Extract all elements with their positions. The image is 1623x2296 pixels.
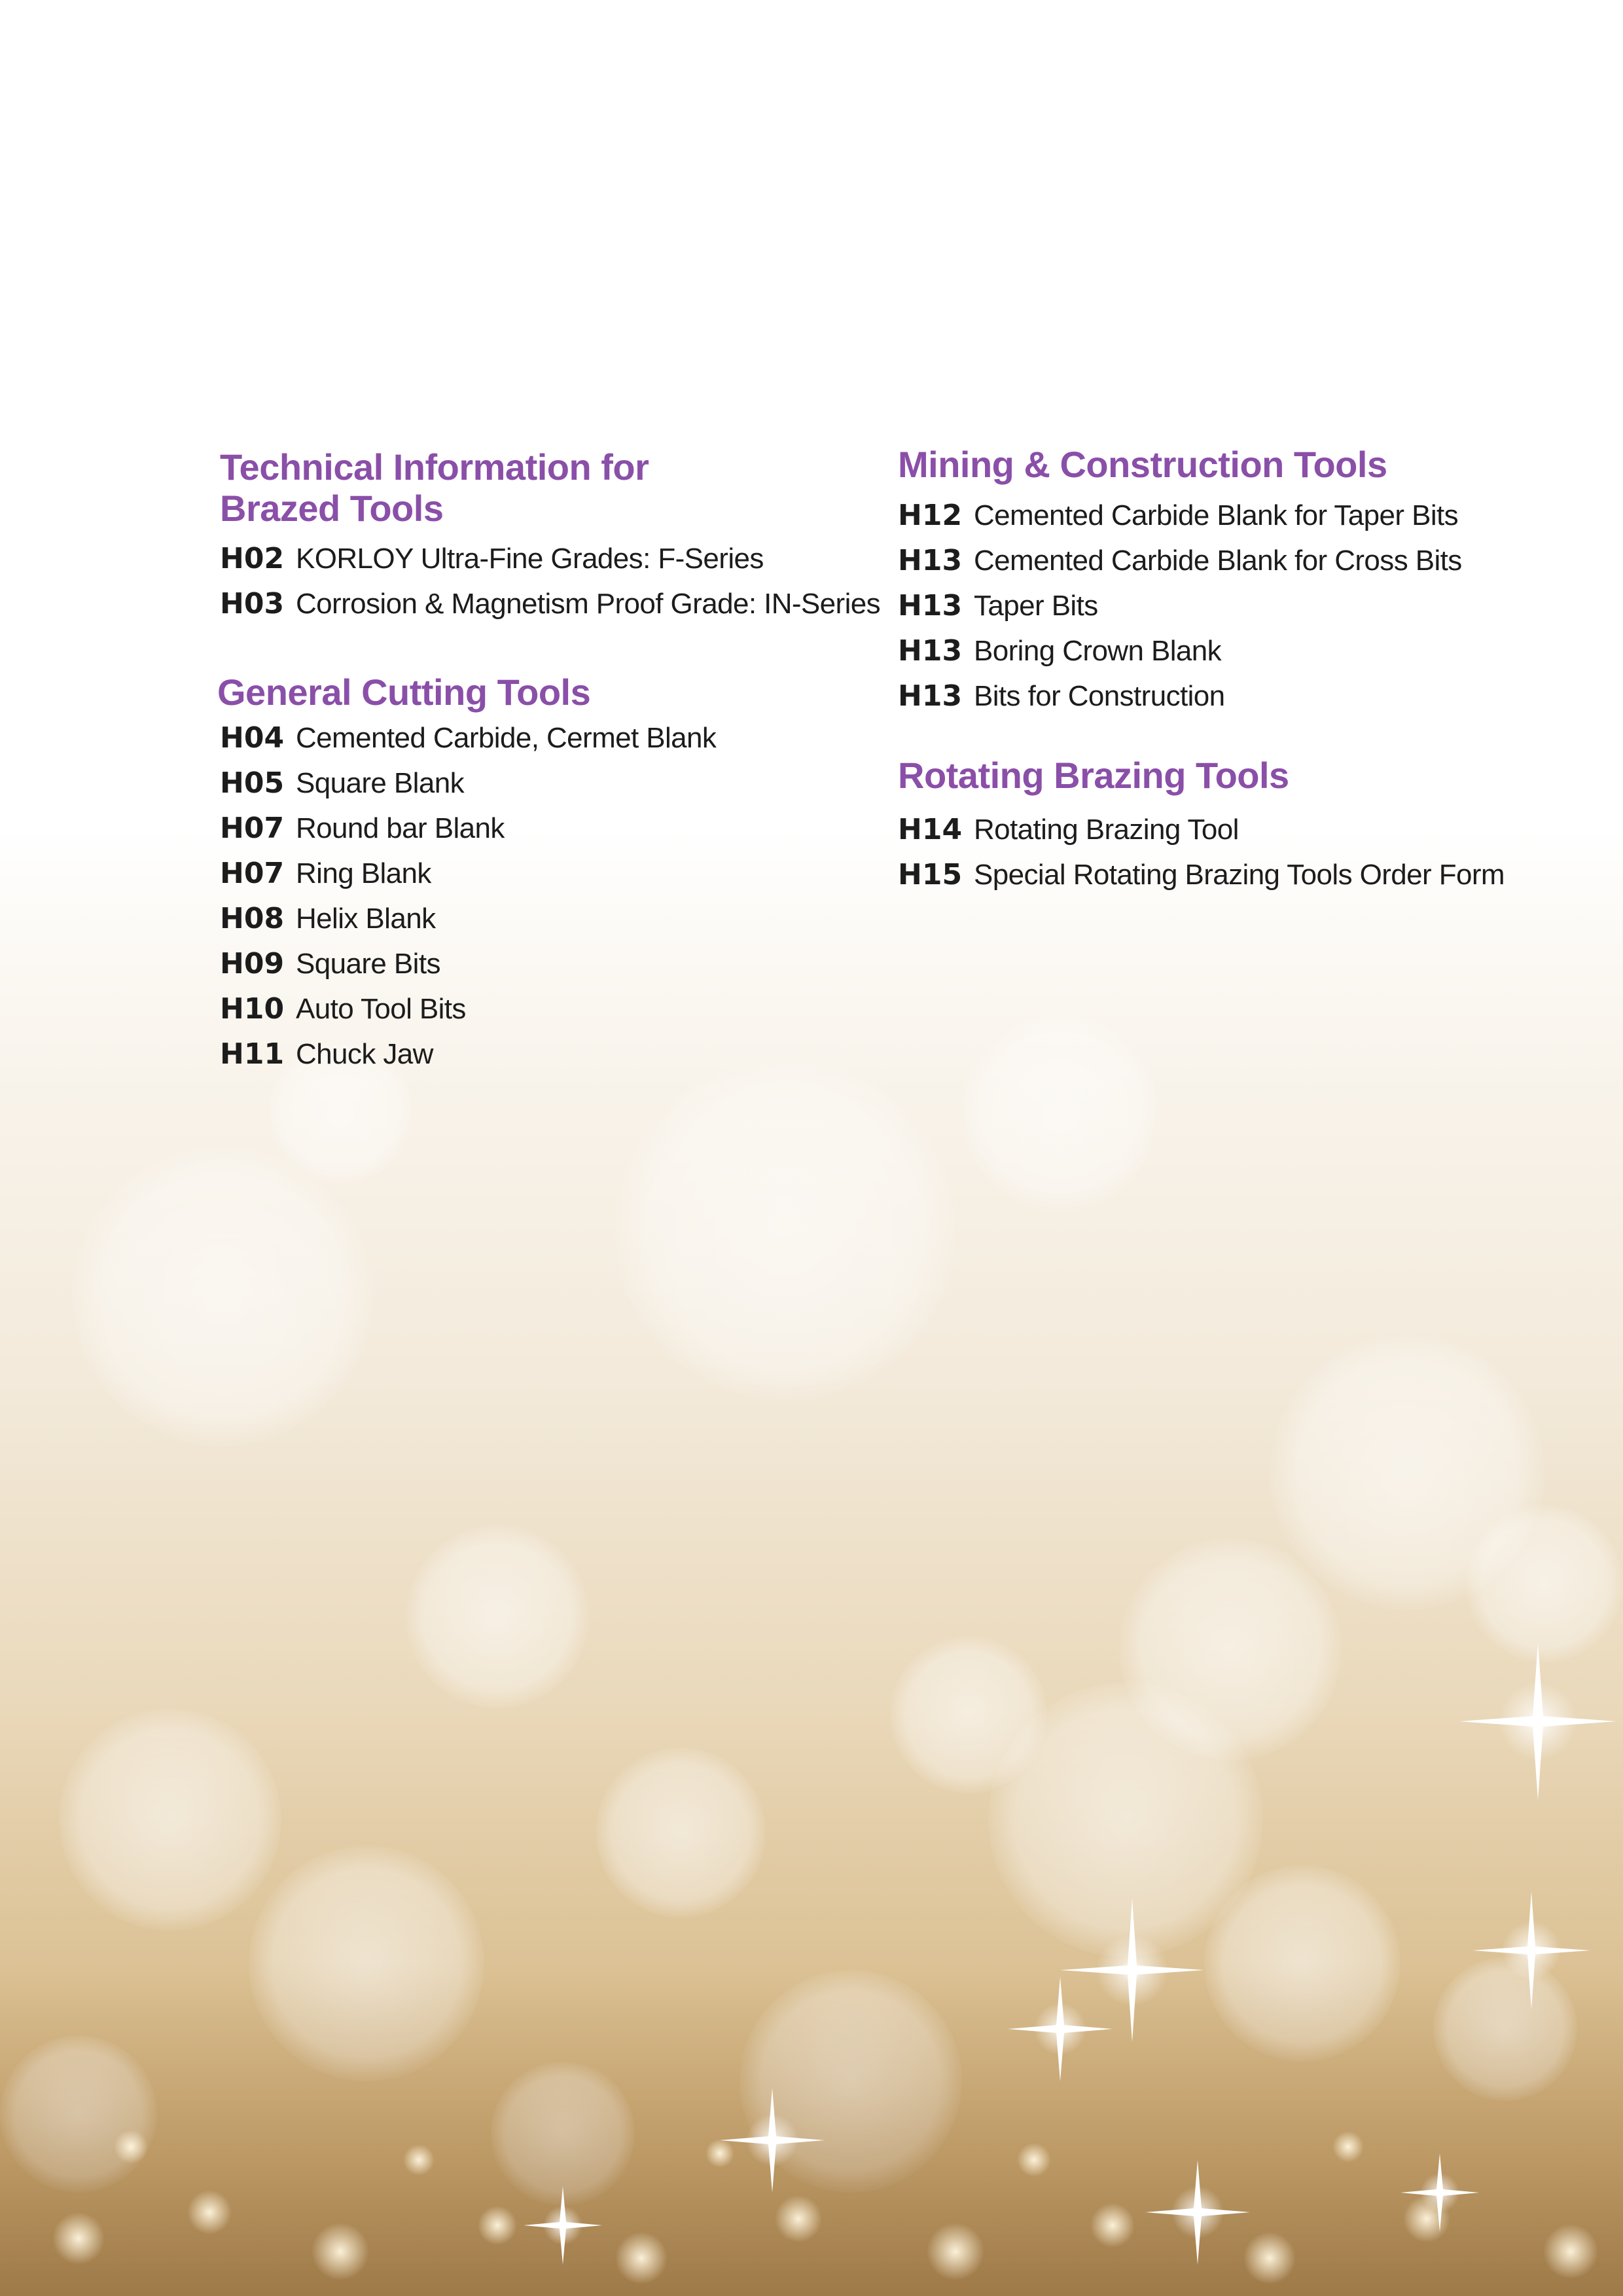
page-code: H13 (898, 679, 963, 713)
entry-label: Chuck Jaw (296, 1037, 433, 1070)
entry-label: Rotating Brazing Tool (974, 813, 1239, 846)
list-item[interactable] (220, 761, 464, 806)
section-heading-technical (220, 446, 649, 529)
entry-label: Special Rotating Brazing Tools Order Form (974, 858, 1505, 891)
entry-label: Helix Blank (296, 902, 436, 935)
list-item[interactable] (898, 493, 1458, 538)
list-item[interactable] (220, 536, 764, 581)
entry-label: KORLOY Ultra-Fine Grades: F-Series (296, 542, 764, 575)
entry-label: Square Bits (296, 947, 440, 980)
page-code: H12 (898, 499, 963, 532)
page-code: H07 (220, 812, 285, 845)
list-item[interactable] (898, 852, 1505, 897)
page-code: H11 (220, 1037, 285, 1071)
entry-label: Auto Tool Bits (296, 992, 466, 1025)
list-item[interactable] (898, 583, 1098, 628)
page-code: H15 (898, 858, 963, 891)
list-item[interactable] (220, 851, 431, 896)
page-code: H09 (220, 947, 285, 980)
list-item[interactable] (220, 715, 716, 761)
section-heading-mining-title: Mining & Construction Tools (898, 444, 1387, 485)
entry-label: Round bar Blank (296, 812, 505, 844)
entry-label: Bits for Construction (974, 679, 1225, 712)
page-code: H14 (898, 813, 963, 846)
entry-label: Cemented Carbide, Cermet Blank (296, 721, 717, 754)
section-heading-technical-line1: Technical Information for (220, 446, 649, 488)
section-heading-rotating (898, 755, 1289, 796)
section-heading-rotating-title: Rotating Brazing Tools (898, 755, 1289, 796)
list-item[interactable] (220, 896, 436, 941)
page-code: H13 (898, 544, 963, 577)
list-item[interactable] (220, 806, 505, 851)
section-heading-mining (898, 444, 1387, 485)
page-code: H05 (220, 766, 285, 800)
entry-label: Cemented Carbide Blank for Taper Bits (974, 499, 1459, 531)
list-item[interactable] (898, 538, 1462, 583)
entry-label: Cemented Carbide Blank for Cross Bits (974, 544, 1462, 577)
section-heading-general-title: General Cutting Tools (217, 672, 591, 713)
page-code: H03 (220, 587, 285, 620)
page-code: H07 (220, 857, 285, 890)
entry-label: Boring Crown Blank (974, 634, 1222, 667)
section-heading-technical-line2: Brazed Tools (220, 488, 444, 529)
list-item[interactable] (898, 673, 1225, 719)
page-code: H13 (898, 634, 963, 668)
page-code: H08 (220, 902, 285, 935)
entry-label: Square Blank (296, 766, 464, 799)
page-code: H10 (220, 992, 285, 1026)
section-heading-general (217, 672, 590, 713)
entry-label: Taper Bits (974, 589, 1098, 622)
list-item[interactable] (220, 1031, 433, 1077)
list-item[interactable] (220, 941, 440, 986)
entry-label: Corrosion & Magnetism Proof Grade: IN-Series (296, 587, 881, 620)
entry-label: Ring Blank (296, 857, 431, 889)
page-code: H04 (220, 721, 285, 755)
list-item[interactable] (898, 628, 1221, 673)
page-code: H02 (220, 542, 285, 575)
page-code: H13 (898, 589, 963, 622)
list-item[interactable] (898, 807, 1239, 852)
list-item[interactable] (220, 986, 466, 1031)
list-item[interactable] (220, 581, 880, 626)
